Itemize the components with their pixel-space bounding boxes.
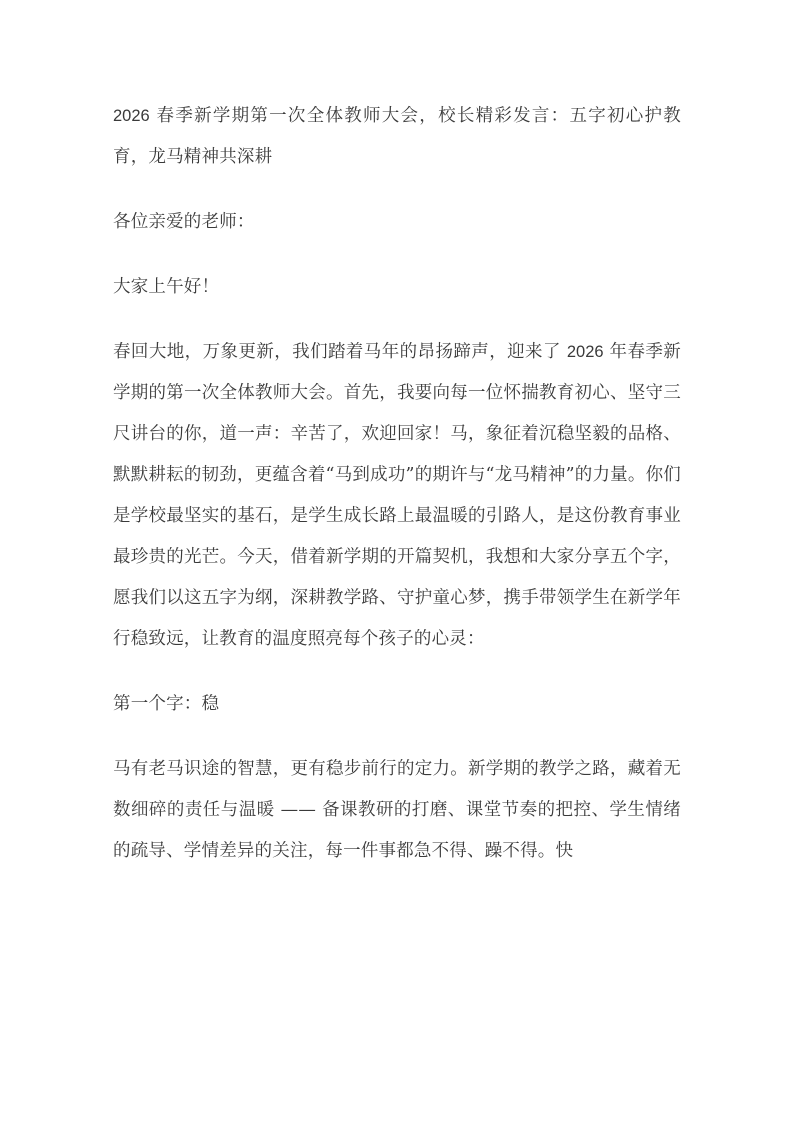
document-body bbox=[113, 96, 681, 872]
section-one-paragraph: 马有老马识途的智慧，更有稳步前行的定力。新学期的教学之路，藏着无数细碎的责任与温暖 —— 备课教研的打磨、课堂节奏的把控、学生情绪的疏导、学情差异的关注，每一件事都急不得、躁不得。快 bbox=[113, 759, 681, 861]
inline-number: 2026 bbox=[566, 343, 604, 361]
inline-number: 2026 bbox=[113, 107, 150, 125]
opening-paragraph: 春回大地，万象更新，我们踏着马年的昂扬蹄声，迎来了 2026 年春季新学期的第一次全体教师大会。首先，我要向每一位怀揣教育初心、坚守三尺讲台的你，道一声：辛苦了，欢迎回家！马，象征着沉稳坚毅的品格、默默耕耘的韧劲，更蕴含着“马到成功”的期许与“龙马精神”的力量。你们是学校最坚实的基石，是学生成长路上最温暖的引路人，是这份教育事业最珍贵的光芒。今天，借着新学期的开篇契机，我想和大家分享五个字，愿我们以这五字为纲，深耕教学路、守护童心梦，携手带领学生在新学年行稳致远，让教育的温度照亮每个孩子的心灵： bbox=[113, 342, 682, 649]
document-title: 2026 春季新学期第一次全体教师大会，校长精彩发言：五字初心护教育，龙马精神共深耕 bbox=[113, 106, 681, 167]
greeting-line: 大家上午好！ bbox=[113, 277, 220, 297]
section-one-heading: 第一个字：稳 bbox=[113, 694, 220, 714]
salutation-line: 各位亲爱的老师： bbox=[113, 212, 255, 232]
